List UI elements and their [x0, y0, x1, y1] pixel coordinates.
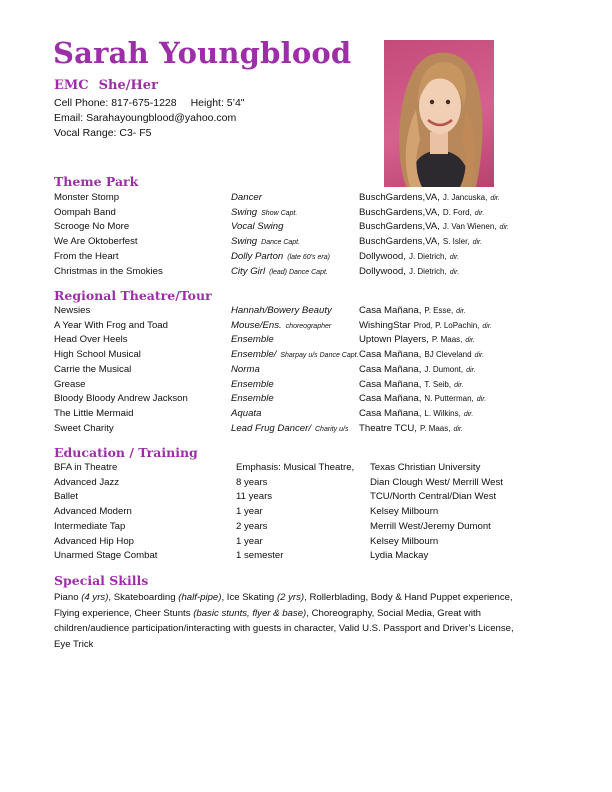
role-name: Hannah/Bowery Beauty — [231, 305, 332, 316]
venue-director — [359, 334, 475, 345]
role-name: Ensemble/ — [231, 349, 277, 361]
show-title: Oompah Band — [54, 206, 116, 218]
training-item: Advanced Jazz — [54, 476, 120, 488]
venue: BuschGardens,VA, — [359, 192, 440, 203]
role-note: Sharpay u/s Dance Capt. — [280, 352, 359, 360]
training-item: Intermediate Tap — [54, 520, 126, 532]
director: T. Seib, — [424, 379, 452, 389]
education-row — [0, 491, 612, 505]
role — [231, 207, 297, 218]
role-name: City Girl — [231, 265, 266, 277]
credit-row — [0, 192, 612, 206]
role — [231, 251, 330, 262]
training-detail: 2 years — [236, 520, 268, 532]
headshot-illustration — [384, 40, 494, 187]
credit-row — [0, 251, 612, 265]
venue-director — [359, 320, 492, 331]
education-row — [0, 477, 612, 491]
venue-director — [359, 236, 482, 247]
venue-director — [359, 379, 464, 390]
show-title: Scrooge No More — [54, 221, 130, 233]
headshot-photo — [384, 40, 494, 187]
venue-director — [359, 266, 459, 277]
venue-director — [359, 423, 463, 434]
director: J. Dietrich, — [408, 266, 447, 276]
dir-label: dir. — [454, 381, 464, 389]
education-row — [0, 550, 612, 564]
venue: Dollywood, — [359, 250, 406, 262]
credit-row — [0, 320, 612, 334]
training-teacher: Dian Clough West/ Merrill West — [370, 476, 503, 488]
section-skills: Special Skills — [54, 573, 149, 588]
dir-label: dir. — [465, 337, 475, 345]
role-name: Ensemble — [231, 378, 274, 390]
dir-label: dir. — [490, 195, 500, 202]
credit-row — [0, 393, 612, 407]
union-pronouns — [54, 78, 158, 93]
venue: Uptown Players, — [359, 334, 429, 346]
section-education: Education / Training — [54, 445, 198, 460]
dir-label: dir. — [474, 209, 485, 217]
venue-director — [359, 408, 473, 419]
venue-director — [359, 207, 484, 218]
role — [231, 423, 348, 434]
venue: Dollywood, — [359, 265, 406, 277]
training-item: Advanced Modern — [54, 506, 132, 518]
dir-label: dir. — [472, 239, 483, 247]
dir-label: dir. — [456, 308, 466, 315]
show-title: From the Heart — [54, 250, 119, 262]
training-detail: 1 semester — [236, 550, 284, 562]
training-teacher: TCU/North Central/Dian West — [370, 491, 497, 503]
credit-row — [0, 266, 612, 280]
venue: Casa Mañana, — [359, 407, 422, 419]
section-regional: Regional Theatre/Tour — [54, 288, 212, 303]
venue-director — [359, 251, 459, 262]
venue-director — [359, 221, 509, 232]
director: L. Wilkins, — [424, 408, 461, 418]
director: N. Putterman, — [424, 394, 474, 404]
union-status: EMC — [54, 78, 89, 93]
role — [231, 221, 283, 232]
credit-row — [0, 349, 612, 363]
venue-director — [359, 305, 466, 316]
venue: Casa Mañana, — [359, 378, 422, 390]
venue: BuschGardens,VA, — [359, 206, 440, 218]
venue: BuschGardens,VA, — [359, 236, 440, 248]
dir-label: dir. — [466, 366, 476, 374]
show-title: A Year With Frog and Toad — [54, 319, 168, 331]
training-item: BFA in Theatre — [54, 462, 118, 473]
director: J. Dietrich, — [408, 251, 447, 261]
role-name: Swing — [231, 206, 258, 218]
venue: Casa Mañana, — [359, 363, 422, 375]
section-theme-park: Theme Park — [54, 174, 139, 189]
pronouns: She/Her — [98, 78, 158, 93]
dir-label: dir. — [449, 268, 460, 276]
education-row — [0, 506, 612, 520]
show-title: Newsies — [54, 305, 91, 316]
role-name: Norma — [231, 363, 260, 375]
email-line: Email: Sarahayoungblood@yahoo.com — [54, 112, 237, 124]
role-name: Mouse/Ens. — [231, 319, 282, 331]
role-name: Lead Frug Dancer/ — [231, 422, 311, 434]
role-name: Dancer — [231, 192, 262, 203]
training-teacher: Kelsey Milbourn — [370, 535, 439, 547]
credit-row — [0, 364, 612, 378]
dir-label: dir. — [453, 425, 463, 433]
show-title: Bloody Bloody Andrew Jackson — [54, 393, 188, 405]
show-title: Christmas in the Smokies — [54, 265, 163, 277]
special-skills-text: Piano (4 yrs), Skateboarding (half-pipe), Ice Skating (2 yrs), Rollerblading, Body & Hand Puppet experience, Flying experience, Cheer Stunts (basic stunts, flyer & base), Choreography, Social Media, Great with children/audience participation/interacting with guests in character, Valid U.S. Passport and Driver’s License, Eye Trick — [54, 592, 514, 650]
venue: Casa Mañana, — [359, 305, 422, 316]
director: J. Jancuska, — [442, 193, 488, 202]
role-note: Dance Capt. — [261, 239, 301, 247]
credit-row — [0, 423, 612, 437]
show-title: Grease — [54, 378, 86, 390]
show-title: High School Musical — [54, 349, 141, 361]
role — [231, 320, 331, 331]
show-title: Head Over Heels — [54, 334, 128, 346]
role — [231, 266, 328, 277]
venue: BuschGardens,VA, — [359, 221, 440, 233]
credit-row — [0, 236, 612, 250]
show-title: Sweet Charity — [54, 422, 114, 434]
dir-label: dir. — [482, 322, 492, 330]
role-note: (late 60’s era) — [287, 253, 330, 261]
role — [231, 349, 359, 360]
director: Prod, P. LoPachin, — [413, 320, 480, 330]
role — [231, 393, 274, 404]
show-title: Monster Stomp — [54, 192, 120, 203]
training-teacher: Lydia Mackay — [370, 550, 429, 562]
role — [231, 364, 260, 375]
role-note: (lead) Dance Capt. — [269, 268, 328, 276]
education-row — [0, 521, 612, 535]
training-detail: 8 years — [236, 476, 268, 488]
director: J. Dumont, — [424, 364, 464, 374]
credit-row — [0, 207, 612, 221]
director: P. Maas, — [431, 335, 463, 345]
education-row — [0, 462, 612, 476]
credit-row — [0, 379, 612, 393]
training-detail: 1 year — [236, 506, 263, 518]
training-teacher: Merrill West/Jeremy Dumont — [370, 520, 491, 532]
show-title: Carrie the Musical — [54, 363, 132, 375]
role-name: Aquata — [231, 407, 262, 419]
role-name: Swing — [231, 236, 258, 248]
role — [231, 305, 332, 316]
venue: Casa Mañana, — [359, 393, 422, 405]
role-note: choreographer — [285, 322, 332, 330]
training-item: Ballet — [54, 491, 78, 503]
training-detail: 11 years — [236, 491, 273, 503]
training-item: Advanced Hip Hop — [54, 535, 134, 547]
training-item: Unarmed Stage Combat — [54, 550, 158, 562]
role-name: Ensemble — [231, 393, 274, 405]
venue-director — [359, 192, 500, 203]
venue: WishingStar — [359, 319, 411, 331]
height: Height: 5’4" — [190, 97, 245, 109]
education-row — [0, 536, 612, 550]
venue: Theatre TCU, — [359, 422, 417, 434]
show-title: We Are Oktoberfest — [54, 236, 138, 248]
role-note: Charity u/s — [315, 425, 349, 433]
director: D. Ford, — [442, 207, 472, 217]
director: J. Van Wienen, — [442, 222, 497, 232]
credit-row — [0, 334, 612, 348]
director: P. Esse, — [424, 306, 454, 315]
role-note: Show Capt. — [261, 209, 298, 217]
phone-height-line — [54, 97, 245, 109]
venue: Casa Mañana, — [359, 349, 422, 361]
dir-label: dir. — [474, 352, 485, 360]
role — [231, 334, 274, 345]
resume-name: Sarah Youngblood — [53, 36, 352, 70]
director: BJ Cleveland — [424, 350, 472, 360]
role — [231, 379, 274, 390]
role-name: Vocal Swing — [231, 221, 284, 233]
dir-label: dir. — [499, 224, 510, 232]
training-teacher: Texas Christian University — [370, 462, 481, 473]
phone: Cell Phone: 817-675-1228 — [54, 97, 177, 109]
dir-label: dir. — [463, 410, 474, 418]
role-name: Ensemble — [231, 334, 274, 346]
venue-director — [359, 364, 476, 375]
venue-director — [359, 393, 486, 404]
role — [231, 192, 262, 203]
vocal-range-line: Vocal Range: C3- F5 — [54, 127, 152, 139]
training-detail: Emphasis: Musical Theatre, — [236, 462, 355, 473]
credit-row — [0, 305, 612, 319]
role — [231, 408, 261, 419]
training-teacher: Kelsey Milbourn — [370, 506, 439, 518]
role — [231, 236, 300, 247]
credit-row — [0, 221, 612, 235]
director: P. Maas, — [419, 423, 451, 433]
credit-row — [0, 408, 612, 422]
role-name: Dolly Parton — [231, 250, 284, 262]
show-title: The Little Mermaid — [54, 407, 134, 419]
director: S. Isler, — [442, 237, 470, 247]
training-detail: 1 year — [236, 535, 263, 547]
dir-label: dir. — [476, 396, 487, 404]
venue-director — [359, 349, 484, 360]
dir-label: dir. — [449, 253, 460, 261]
